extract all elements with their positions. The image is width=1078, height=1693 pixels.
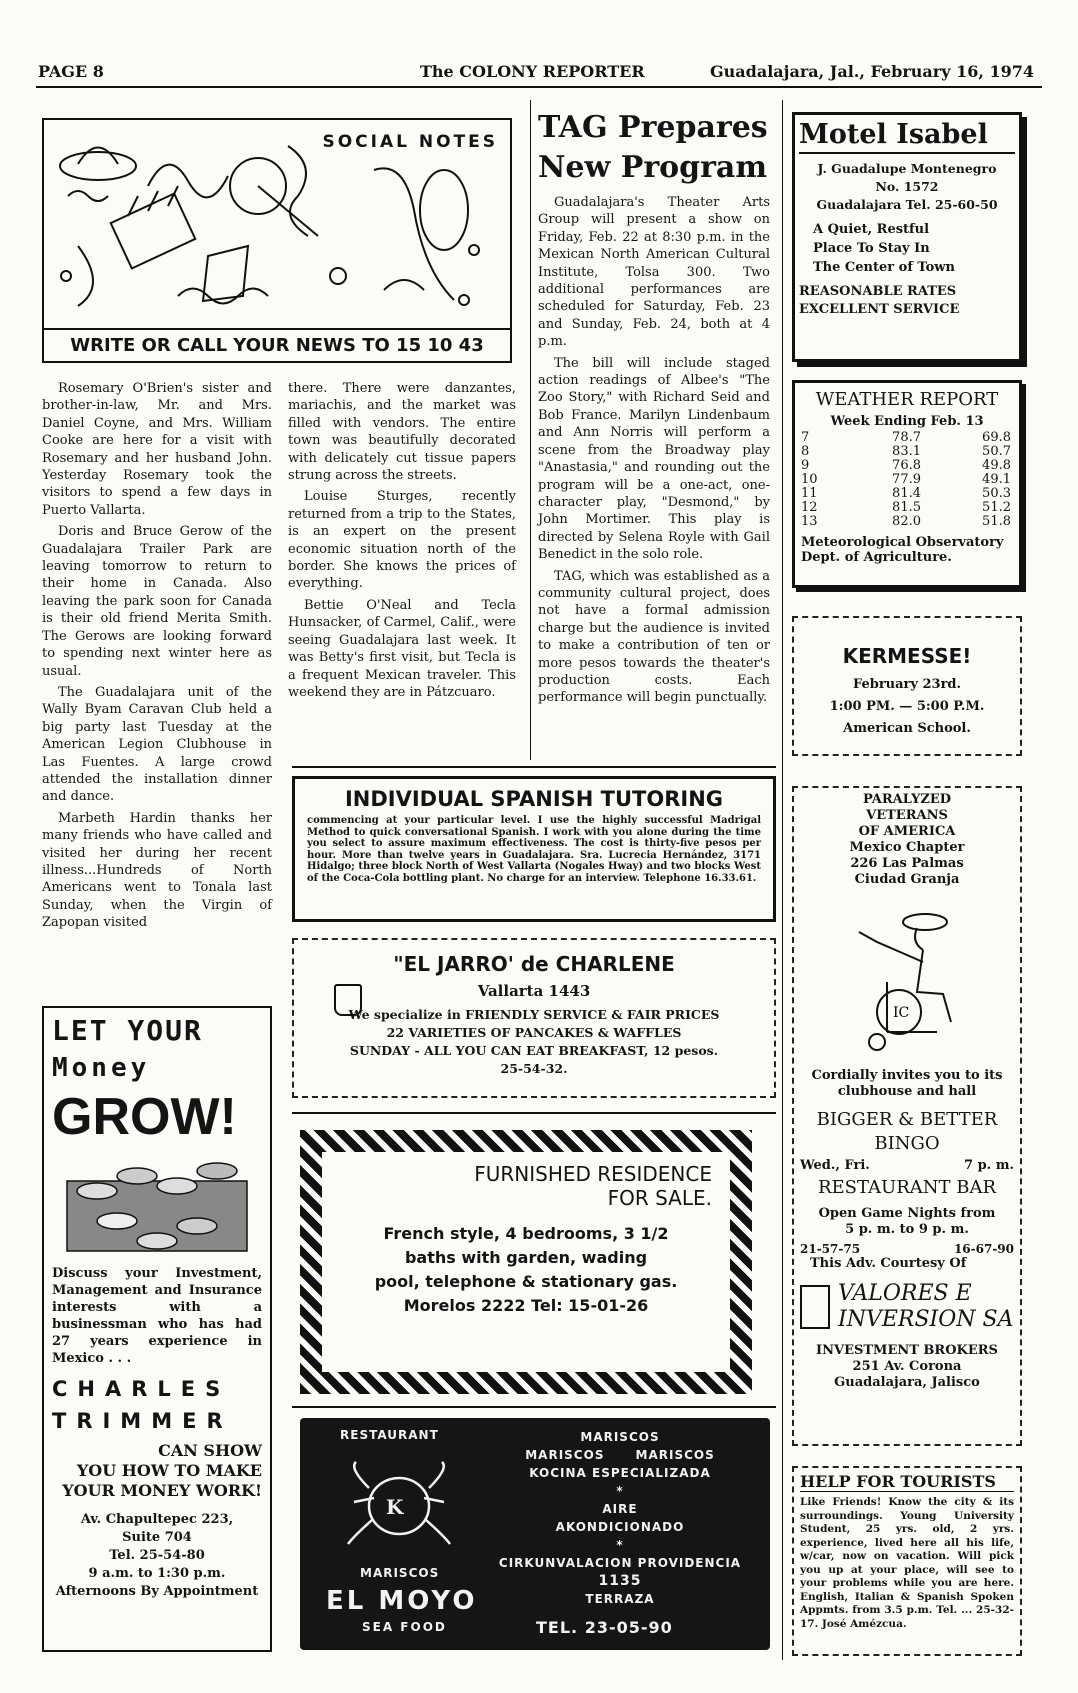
- weather-high: 81.4: [892, 486, 921, 501]
- social-notes-banner: [42, 118, 512, 363]
- open-hours-2: 5 p. m. to 9 p. m.: [845, 1222, 969, 1237]
- social-paragraph: Doris and Bruce Gerow of the Guadalajara Trailer Park are leaving tomorrow to return to their home in Canada. Also leaving the park soon for Canada is their old friend Merita Smith. The Gerows are looking forward to spending next winter here as usual.: [42, 524, 272, 679]
- weather-row: [801, 473, 1013, 487]
- social-paragraph: Bettie O'Neal and Tecla Hunsacker, of Carmel, Calif., were seeing Guadalajara last week. It was Betty's first visit, but Tecla is a frequent Mexican traveler. This weekend they are in Pátzcuaro.: [288, 597, 516, 700]
- social-column-1: [42, 380, 272, 936]
- el-moyo-tel: TEL. 23-05-90: [536, 1618, 673, 1637]
- column-rule: [530, 100, 531, 760]
- weather-day: 7: [801, 430, 810, 445]
- social-paragraph: The Guadalajara unit of the Wally Byam Caravan Club held a big party last Tuesday at the American Legion Clubhouse in Las Fuentes. A large crowd attended the installation dinner and dance.: [42, 684, 272, 805]
- veterans-tel-2: 16-67-90: [953, 1242, 1014, 1256]
- money-line-3: GROW!: [52, 1088, 237, 1146]
- motel-tagline-2: Place To Stay In: [813, 241, 930, 256]
- kermesse-date: February 23rd.: [852, 677, 962, 692]
- money-address: Suite 704: [122, 1530, 192, 1545]
- weather-subtitle: Week Ending Feb. 13: [830, 414, 984, 429]
- residence-line: FOR SALE.: [607, 1186, 712, 1210]
- motel-tagline-3: The Center of Town: [813, 260, 955, 275]
- section-rule: [292, 1406, 776, 1408]
- veterans-invite: Cordially invites you to its clubhouse and hall: [811, 1068, 1003, 1099]
- weather-source-2: Dept. of Agriculture.: [801, 550, 952, 565]
- residence-line: baths with garden, wading: [404, 1248, 648, 1267]
- weather-table: [801, 431, 1013, 529]
- coins-illustration: [57, 1151, 257, 1261]
- weather-low: 69.8: [982, 430, 1011, 445]
- aire-line: AIRE: [602, 1502, 638, 1516]
- veterans-line: VETERANS: [866, 808, 948, 823]
- money-line-1: LET YOUR: [52, 1014, 203, 1047]
- social-notes-footer: WRITE OR CALL YOUR NEWS TO 15 10 43: [44, 328, 510, 361]
- weather-high: 76.8: [892, 458, 921, 473]
- weather-low: 50.7: [982, 444, 1011, 459]
- money-name-1: CHARLES: [52, 1377, 231, 1401]
- el-moyo-name: EL MOYO: [326, 1586, 478, 1616]
- money-name-2: TRIMMER: [52, 1409, 233, 1433]
- tutoring-title: INDIVIDUAL SPANISH TUTORING: [344, 787, 724, 811]
- money-tel: Tel. 25-54-80: [109, 1548, 205, 1563]
- bingo-time: 7 p. m.: [964, 1158, 1014, 1173]
- veterans-line: Mexico Chapter: [849, 840, 965, 855]
- kermesse-ad: [792, 616, 1022, 756]
- jarro-ad: [292, 938, 776, 1098]
- dateline: Guadalajara, Jal., February 16, 1974: [710, 62, 1034, 81]
- jarro-title: "EL JARRO' de CHARLENE: [393, 952, 675, 976]
- article-headline-2: New Program: [538, 150, 768, 185]
- jarro-line: We specialize in FRIENDLY SERVICE & FAIR PRICES: [348, 1007, 720, 1022]
- weather-day: 9: [801, 458, 810, 473]
- weather-low: 50.3: [982, 486, 1011, 501]
- article-paragraph: The bill will include staged action readings of Albee's "The Zoo Story," with Richard Seid and Bob France. Marilyn Lindenbaum and Ann Norris will perform a scene from the Broadway play "Anastasia," and rounding out the program will be a one-act, one-character play, "Desmond," by John Mortimer. This play is directed by Selena Royle with Gail Benedict in the solo role.: [538, 355, 770, 563]
- brokers-line: Guadalajara, Jalisco: [834, 1375, 980, 1390]
- tourists-ad: [792, 1466, 1022, 1656]
- veterans-line: PARALYZED: [862, 792, 952, 807]
- article-headline-1: TAG Prepares: [538, 110, 768, 145]
- courtesy-line: This Adv. Courtesy Of: [810, 1256, 967, 1271]
- motel-address-1: J. Guadalupe Montenegro: [817, 161, 997, 176]
- article-paragraph: Guadalajara's Theater Arts Group will present a show on Friday, Feb. 22 at 8:30 p.m. in the Mexican North American Cultural Institute, Tolsa 300. Two additional performances are scheduled for Saturday, Feb. 23 and Sunday, Feb. 24, both at 4 p.m.: [538, 195, 770, 350]
- weather-day: 10: [801, 472, 818, 487]
- weather-row: [801, 431, 1013, 445]
- weather-low: 49.1: [982, 472, 1011, 487]
- social-paragraph: Rosemary O'Brien's sister and brother-in-law, Mr. and Mrs. Daniel Coyne, and Mrs. William Cooke are here for a visit with Rosemary and her husband John. Yesterday Rosemary took the visitors to spend a few days in Puerto Vallarta.: [42, 381, 272, 518]
- valores-logo-2: INVERSION SA: [838, 1307, 1014, 1332]
- mariscos-line: MARISCOS: [580, 1430, 660, 1444]
- residence-line: FURNISHED RESIDENCE: [474, 1162, 712, 1186]
- motel-tagline-1: A Quiet, Restful: [813, 222, 930, 237]
- paper-name: The COLONY REPORTER: [420, 62, 645, 81]
- mariscos-small: MARISCOS: [360, 1566, 440, 1580]
- weather-row: [801, 515, 1013, 529]
- terraza-line: TERRAZA: [585, 1592, 655, 1606]
- trumpet-illustration: [364, 150, 484, 320]
- kermesse-place: American School.: [843, 721, 971, 736]
- valores-logo-1: VALORES E: [838, 1281, 972, 1306]
- weather-day: 12: [801, 500, 818, 515]
- social-paragraph: there. There were danzantes, mariachis, and the market was filled with vendors. The entire town was beautifully decorated with delicately cut tissue papers strung across the streets.: [288, 381, 516, 484]
- tourists-body: Like Friends! Know the city & its surroundings. Young University Student, 25 yrs. old, 2 yrs. experience, lived here all his life, w/car, now on vacation. Will pick you up at your place, will see to your problems while you are here. English, Italian & Spanish Spoken Appmts. from 3.5 p.m. Tel. ... 25-32-17. José Amézcua.: [800, 1496, 1014, 1630]
- jarro-line: 25-54-32.: [500, 1061, 568, 1076]
- motel-name: Motel Isabel: [799, 119, 1015, 154]
- jug-icon: [334, 984, 362, 1016]
- veterans-line: OF AMERICA: [858, 824, 956, 839]
- tutoring-ad: [292, 776, 776, 922]
- weather-row: [801, 487, 1013, 501]
- article-paragraph: TAG, which was established as a community cultural project, does not have a formal admission charge but the audience is invited to make a contribution of ten or more pesos towards the theater's production costs. Each performance will begin punctually.: [538, 568, 770, 706]
- weather-low: 49.8: [982, 458, 1011, 473]
- motel-service: EXCELLENT SERVICE: [799, 302, 960, 317]
- brokers-line: INVESTMENT BROKERS: [816, 1343, 998, 1358]
- motel-phone: Guadalajara Tel. 25-60-50: [816, 197, 998, 212]
- social-notes-title: SOCIAL NOTES: [322, 132, 498, 152]
- tag-article: [538, 108, 770, 711]
- header-rule: [36, 86, 1042, 88]
- kermesse-title: KERMESSE!: [842, 644, 972, 668]
- weather-high: 83.1: [892, 444, 921, 459]
- weather-high: 77.9: [892, 472, 921, 487]
- weather-day: 8: [801, 444, 810, 459]
- residence-line: Morelos 2222 Tel: 15-01-26: [403, 1296, 649, 1315]
- mariscos-line: MARISCOS MARISCOS: [525, 1448, 715, 1462]
- money-cta: YOU HOW TO MAKE: [76, 1461, 262, 1480]
- kermesse-time: 1:00 PM. — 5:00 P.M.: [829, 699, 985, 714]
- weather-high: 78.7: [892, 430, 921, 445]
- money-cta: YOUR MONEY WORK!: [62, 1481, 262, 1500]
- brokers-line: 251 Av. Corona: [852, 1359, 962, 1374]
- veterans-line: 226 Las Palmas: [850, 856, 964, 871]
- bingo-line-2: BINGO: [874, 1133, 940, 1154]
- weather-day: 13: [801, 514, 818, 529]
- weather-row: [801, 501, 1013, 515]
- veterans-line: Ciudad Granja: [854, 872, 960, 887]
- weather-day: 11: [801, 486, 818, 501]
- bingo-days: Wed., Fri.: [800, 1158, 870, 1173]
- weather-title: WEATHER REPORT: [815, 389, 999, 410]
- open-hours-1: Open Game Nights from: [818, 1206, 996, 1221]
- wheelchair-illustration: [847, 902, 967, 1062]
- veterans-ad: [792, 786, 1022, 1446]
- motel-address-2: No. 1572: [875, 179, 939, 194]
- residence-ad: [300, 1130, 752, 1394]
- seafood-label: SEA FOOD: [362, 1620, 447, 1634]
- section-rule: [292, 766, 776, 768]
- residence-line: pool, telephone & stationary gas.: [374, 1272, 678, 1291]
- money-ad: [42, 1006, 272, 1652]
- social-paragraph: Louise Sturges, recently returned from a trip to the States, is an expert on the present economic situation north of the border. She knows the prices of everything.: [288, 489, 516, 592]
- el-moyo-ad: RESTAURANT K MARISCOS EL MOYO SEA FOOD MARISCOS MARISCOS MARISCOS KOCINA ESPECIALIZADA * AIRE AKONDICIONADO * CIRKUNVALACION PROVIDENCIA 1135 TERRAZA TEL. 23-05-90: [300, 1418, 770, 1650]
- money-cta: CAN SHOW: [158, 1441, 262, 1460]
- residence-line: French style, 4 bedrooms, 3 1/2: [383, 1224, 669, 1243]
- svg-text:IC: IC: [893, 1005, 910, 1021]
- weather-high: 82.0: [892, 514, 921, 529]
- weather-source-1: Meteorological Observatory: [801, 535, 1004, 550]
- motel-rates: REASONABLE RATES: [799, 284, 957, 299]
- weather-high: 81.5: [892, 500, 921, 515]
- jarro-line: SUNDAY - ALL YOU CAN EAT BREAKFAST, 12 pesos.: [349, 1043, 719, 1058]
- section-rule: [292, 1112, 776, 1114]
- valores-logo-icon: [800, 1285, 830, 1329]
- social-paragraph: Marbeth Hardin thanks her many friends who have called and visited her during her recent illness...Hundreds of North Americans went to Tonala last Sunday, when the Virgin of Zapopan visited: [42, 810, 272, 931]
- address-line: CIRKUNVALACION PROVIDENCIA: [498, 1556, 742, 1570]
- restaurant-bar: RESTAURANT BAR: [817, 1177, 997, 1198]
- tutoring-body: commencing at your particular level. I use the highly successful Madrigal Method to quick conversational Spanish. I work with you alone during the time you select to assure maximum effectiveness. The cost is thirty-five pesos per hour. More than twelve years in Guadalajara. Sra. Lucrecia Hernández, 3171 Hidalgo; three block North of West Vallarta (Nogales Hway) and two blocks West of the Coca-Cola bottling plant. No charge for an interview. Telephone 16.33.61.: [307, 815, 761, 884]
- money-line-2: Money: [52, 1053, 151, 1083]
- tourists-title: HELP FOR TOURISTS: [800, 1472, 1014, 1492]
- veterans-tel-1: 21-57-75: [800, 1242, 861, 1256]
- money-address: Av. Chapultepec 223,: [80, 1512, 234, 1527]
- jarro-address: Vallarta 1443: [477, 982, 591, 1000]
- weather-row: [801, 445, 1013, 459]
- restaurant-label: RESTAURANT: [340, 1428, 439, 1442]
- address-number: 1135: [598, 1573, 642, 1589]
- money-body: Discuss your Investment, Management and Insurance interests with a businessman who has had 27 years experience in Mexico . . .: [52, 1266, 262, 1366]
- jarro-line: 22 VARIETIES OF PANCAKES & WAFFLES: [386, 1025, 682, 1040]
- residence-inner: [322, 1152, 730, 1372]
- crab-logo-icon: [344, 1458, 454, 1548]
- motel-isabel-ad: [792, 112, 1022, 362]
- weather-report: [792, 380, 1022, 588]
- page-number: PAGE 8: [38, 62, 104, 81]
- svg-text:K: K: [386, 1495, 404, 1519]
- weather-low: 51.2: [982, 500, 1011, 515]
- weather-low: 51.8: [982, 514, 1011, 529]
- bingo-line-1: BIGGER & BETTER: [816, 1109, 998, 1130]
- akondicionado-line: AKONDICIONADO: [555, 1520, 685, 1534]
- social-column-2: [288, 380, 516, 705]
- weather-row: [801, 459, 1013, 473]
- column-rule: [782, 100, 783, 1660]
- money-appointment: Afternoons By Appointment: [55, 1584, 259, 1599]
- money-hours: 9 a.m. to 1:30 p.m.: [88, 1566, 226, 1581]
- party-illustration: [58, 126, 358, 316]
- kocina-line: KOCINA ESPECIALIZADA: [529, 1466, 711, 1480]
